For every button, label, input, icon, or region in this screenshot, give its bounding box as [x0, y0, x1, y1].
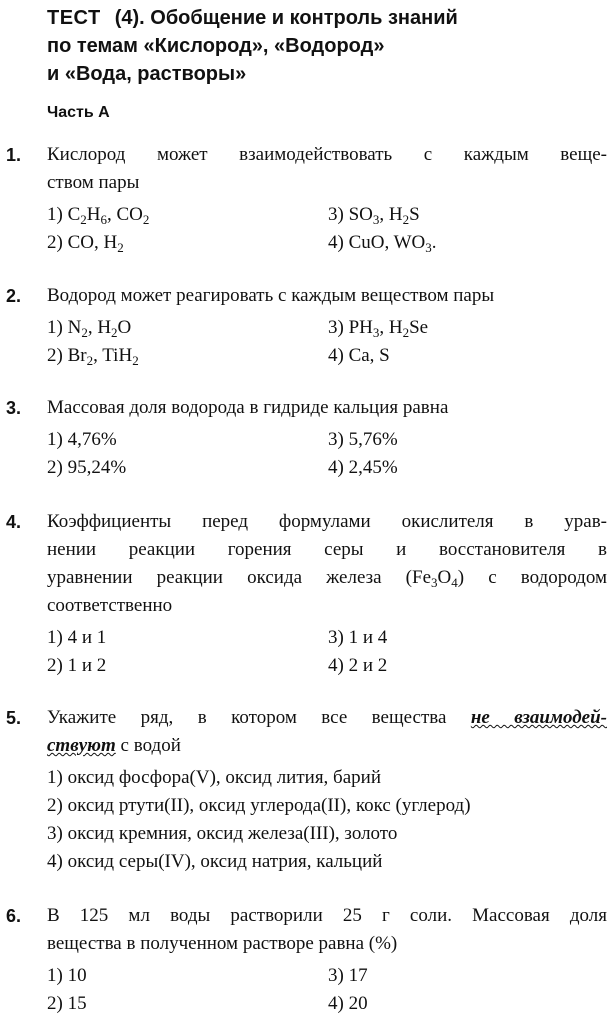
question-text-line: Водород может реагировать с каждым веществом пары — [47, 285, 495, 306]
question-text — [47, 704, 607, 760]
title-line-3: и «Вода, растворы» — [47, 63, 247, 85]
question-text-line: ствуют с водой — [47, 735, 181, 756]
question-text — [47, 508, 607, 620]
question-text — [47, 394, 607, 422]
answer-option[interactable]: 1) оксид фосфора(V), оксид лития, барий — [47, 767, 381, 788]
emphasis-text: ствуют — [47, 735, 116, 756]
question-number: 1. — [6, 145, 22, 165]
question-number: 3. — [6, 398, 22, 418]
question-text — [47, 282, 607, 310]
question-text-line: нении реакции горения серы и восстановителя в — [47, 539, 607, 560]
question-text-line: Укажите ряд, в котором все вещества не взаимодей- — [47, 707, 607, 728]
answer-option[interactable]: 4) Ca, S — [328, 345, 390, 366]
answer-option[interactable]: 2) $Br_2$, TiH$_2$ — [47, 345, 139, 368]
answer-option[interactable]: 4) CuO, $WO_3$. — [328, 232, 437, 255]
answer-option[interactable]: 1) $C_2H_6$, $CO_2$ — [47, 204, 150, 227]
question-number: 5. — [6, 708, 22, 728]
answer-option[interactable]: 1) 4 и 1 — [47, 627, 107, 648]
answer-option[interactable]: 3) $PH_3$, $H_2Se$ — [328, 317, 429, 340]
answer-option[interactable]: 2) 95,24% — [47, 457, 127, 478]
answer-option[interactable]: 1) 4,76% — [47, 429, 117, 450]
answer-option[interactable]: 4) 2,45% — [328, 457, 398, 478]
emphasis-text: не взаимодей- — [470, 707, 607, 728]
answer-option[interactable]: 3) $SO_3$, $H_2S$ — [328, 204, 420, 227]
title-line-1 — [47, 4, 458, 32]
question-text — [47, 141, 607, 197]
answer-option[interactable]: 1) 10 — [47, 965, 87, 986]
test-title — [47, 4, 458, 88]
answer-option[interactable]: 3) 1 и 4 — [328, 627, 388, 648]
title-line-2: по темам «Кислород», «Водород» — [47, 35, 385, 57]
answer-option[interactable]: 4) оксид серы(IV), оксид натрия, кальций — [47, 851, 383, 872]
title-text-1: (4). Обобщение и контроль знаний — [114, 7, 458, 29]
answer-option[interactable]: 2) оксид ртути(II), оксид углерода(II), кокс (углерод) — [47, 795, 471, 816]
question-text-line: Коэффициенты перед формулами окислителя в урав- — [47, 511, 607, 532]
question-text-line: Массовая доля водорода в гидриде кальция равна — [47, 397, 449, 418]
test-label: ТЕСТ — [47, 7, 101, 29]
answer-option[interactable]: 3) оксид кремния, оксид железа(III), золото — [47, 823, 398, 844]
answer-option[interactable]: 2) 15 — [47, 993, 87, 1014]
answer-option[interactable]: 3) 5,76% — [328, 429, 398, 450]
question-number: 6. — [6, 906, 22, 926]
question-number: 4. — [6, 512, 22, 532]
answer-option[interactable]: 1) $N_2$, $H_2O$ — [47, 317, 132, 340]
question-text-line: соответственно — [47, 595, 173, 616]
question-text-line: вещества в полученном растворе равна (%) — [47, 933, 398, 954]
question-text-line: В 125 мл воды растворили 25 г соли. Массовая доля — [47, 905, 607, 926]
part-heading: Часть А — [47, 104, 110, 121]
answer-option[interactable]: 2) 1 и 2 — [47, 655, 107, 676]
question-text — [47, 902, 607, 958]
answer-option[interactable]: 4) 20 — [328, 993, 368, 1014]
answer-option[interactable]: 4) 2 и 2 — [328, 655, 388, 676]
question-number: 2. — [6, 286, 22, 306]
answer-option[interactable]: 2) CO, $H_2$ — [47, 232, 124, 255]
answer-option[interactable]: 3) 17 — [328, 965, 368, 986]
question-text-line: ством пары — [47, 172, 140, 193]
question-text-line: уравнении реакции оксида железа $(Fe_3O_4)$ с водородом — [47, 567, 607, 590]
question-text-line: Кислород может взаимодействовать с каждым веще- — [47, 144, 607, 165]
